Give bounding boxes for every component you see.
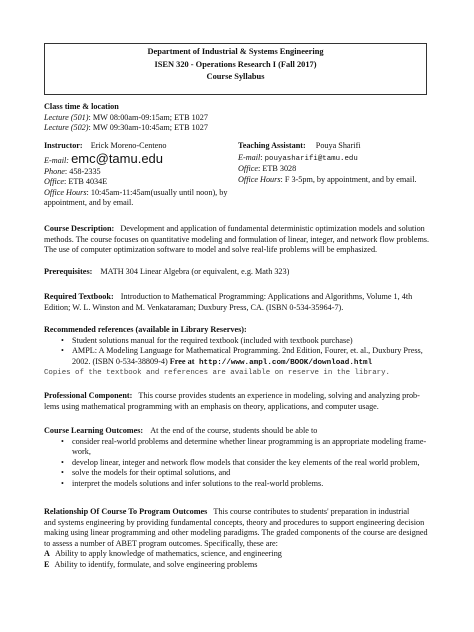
- textbook-line-2: Edition; W. L. Winston and M. Venkataraman; Duxbury Press, CA. (ISBN 0-534-35964-7).: [44, 302, 344, 312]
- course-description: [44, 224, 434, 256]
- ta-email-label: E-mail: [238, 152, 261, 162]
- instructor-email-label: E-mail:: [44, 155, 70, 165]
- textbook-label: Required Textbook:: [44, 292, 114, 301]
- ta-office-label: Office: [238, 164, 259, 174]
- ta-label: Teaching Assistant:: [238, 141, 306, 150]
- outcome-item: [58, 468, 436, 479]
- ta-name: Pouya Sharifi: [315, 141, 361, 150]
- description-line-3: The use of computer optimization software to model and solve real-life problems will be emphasized.: [44, 245, 378, 255]
- ta-office: : ETB 3028: [258, 164, 297, 174]
- ta-hours-label: Office Hours: [238, 174, 281, 184]
- outcome-1-line-1: • consider real-world problems and determine whether linear programming is an appropriate modeling frame-: [72, 436, 427, 446]
- description-label: Course Description:: [44, 224, 115, 233]
- instructor-phone: : 458-2335: [64, 166, 101, 176]
- prerequisites-label: Prerequisites:: [44, 267, 93, 276]
- program-outcomes: [44, 507, 436, 571]
- outcome-1-line-2: work,: [72, 447, 91, 457]
- reference-ampl-isbn: 2002. (ISBN 0-534-38809-4): [72, 356, 170, 366]
- syllabus-header-box: [44, 43, 427, 95]
- class-time-section: [44, 102, 244, 134]
- professional-line-2: lems using mathematical programming with an emphasis on theory, applications, and computer usage.: [44, 401, 379, 411]
- instructor-label: Instructor:: [44, 141, 83, 150]
- professional-line-1: This course provides students an experience in modeling, solving and analyzing prob-: [138, 391, 420, 400]
- instructor-office-label: Office: [44, 177, 65, 187]
- outcome-4: interpret the models solutions and infer solutions to the real-world problems.: [72, 478, 324, 488]
- prerequisites-text: MATH 304 Linear Algebra (or equivalent, e.g. Math 323): [100, 267, 290, 276]
- description-line-1: Development and application of fundamental deterministic optimization models and solution: [120, 224, 425, 233]
- lecture-502: [44, 123, 244, 134]
- relationship-line-1: This course contributes to students' preparation in industrial: [213, 507, 410, 516]
- outcome-2: develop linear, integer and network flow models that consider the key elements of the real world problem,: [72, 457, 420, 467]
- relationship-line-3: making using linear programming and other modeling paradigms. The graded components of the course are designed: [44, 528, 428, 538]
- lecture-501-label: Lecture (501): [44, 112, 89, 122]
- reserve-note: Copies of the textbook and references are available on reserve in the library.: [44, 369, 390, 378]
- outcome-3: solve the models for their optimal solutions, and: [72, 468, 231, 478]
- instructor-name: Erick Moreno-Centeno: [90, 141, 167, 150]
- instructor-hours: : 10:45am-11:45am(usually until noon), by: [86, 187, 228, 197]
- recommended-references: [44, 325, 436, 379]
- abet-text-e: Ability to identify, formulate, and solve engineering problems: [54, 559, 258, 569]
- lecture-501-value: : MW 08:00am-09:15am; ETB 1027: [88, 112, 208, 122]
- textbook-line-1: Introduction to Mathematical Programming: Applications and Algorithms, Volume 1, 4th: [120, 292, 413, 301]
- abet-text-a: Ability to apply knowledge of mathematics, science, and engineering: [54, 549, 282, 559]
- instructor-hours-label: Office Hours: [44, 187, 87, 197]
- instructor-section: [44, 141, 229, 209]
- lecture-502-label: Lecture (502): [44, 123, 89, 133]
- reference-ampl-url[interactable]: http://www.ampl.com/BOOK/download.html: [194, 358, 373, 367]
- outcome-item: [58, 437, 436, 458]
- required-textbook: [44, 292, 436, 313]
- department-title: Department of Industrial & Systems Engineering: [147, 47, 324, 56]
- reference-item: [58, 336, 436, 347]
- outcome-item: [58, 458, 436, 469]
- reference-free-at: Free at: [169, 356, 195, 366]
- instructor-phone-label: Phone: [44, 166, 65, 176]
- references-heading: Recommended references (available in Library Reserves):: [44, 325, 247, 334]
- outcomes-label: Course Learning Outcomes:: [44, 426, 144, 435]
- reference-ampl-line-1: • AMPL: A Modeling Language for Mathematical Programming. 2nd Edition, Fourer, et. al., Duxbury Press,: [72, 346, 423, 356]
- class-time-heading: Class time & location: [44, 102, 119, 111]
- instructor-hours-cont: appointment, and by email.: [44, 198, 134, 208]
- professional-component: [44, 391, 436, 412]
- instructor-office: : ETB 4034E: [64, 177, 108, 187]
- ta-hours: : F 3-5pm, by appointment, and by email.: [280, 174, 417, 184]
- reference-item: [58, 346, 436, 368]
- lecture-502-value: : MW 09:30am-10:45am; ETB 1027: [88, 123, 208, 133]
- professional-label: Professional Component:: [44, 391, 133, 400]
- prerequisites: [44, 267, 434, 278]
- abet-letter-a: A: [44, 549, 50, 559]
- relationship-line-4: to assess a number of ABET program outcomes. Specifically, these are:: [44, 538, 278, 548]
- document-title: Course Syllabus: [206, 72, 265, 82]
- outcomes-intro: At the end of the course, students should be able to: [150, 426, 318, 435]
- description-line-2: methods. The course focuses on quantitative modeling and formulation of linear, integer, and network flow problems.: [44, 234, 430, 244]
- course-title: ISEN 320 - Operations Research I (Fall 2017): [154, 59, 317, 69]
- learning-outcomes: [44, 426, 436, 490]
- abet-letter-e: E: [44, 559, 50, 569]
- ta-email-link[interactable]: pouyasharifi@tamu.edu: [264, 154, 358, 163]
- ta-section: Teaching Assistant: Pouya Sharifi E-mail: pouyasharifi@tamu.edu Office: ETB 3028 Office Hours: F 3-5pm, by appointment, and by email.: [238, 141, 417, 184]
- abet-outcome-a: [44, 549, 436, 560]
- instructor-email-link[interactable]: emc@tamu.edu: [71, 150, 164, 166]
- outcome-item: [58, 479, 436, 490]
- abet-outcome-e: [44, 560, 436, 571]
- relationship-label: Relationship Of Course To Program Outcomes: [44, 507, 208, 516]
- lecture-501: [44, 113, 244, 124]
- reference-solutions-manual: Student solutions manual for the required textbook (included with textbook purchase): [72, 335, 353, 345]
- relationship-line-2: and systems engineering by providing fundamental concepts, theory and procedures to support engineering decision: [44, 517, 425, 527]
